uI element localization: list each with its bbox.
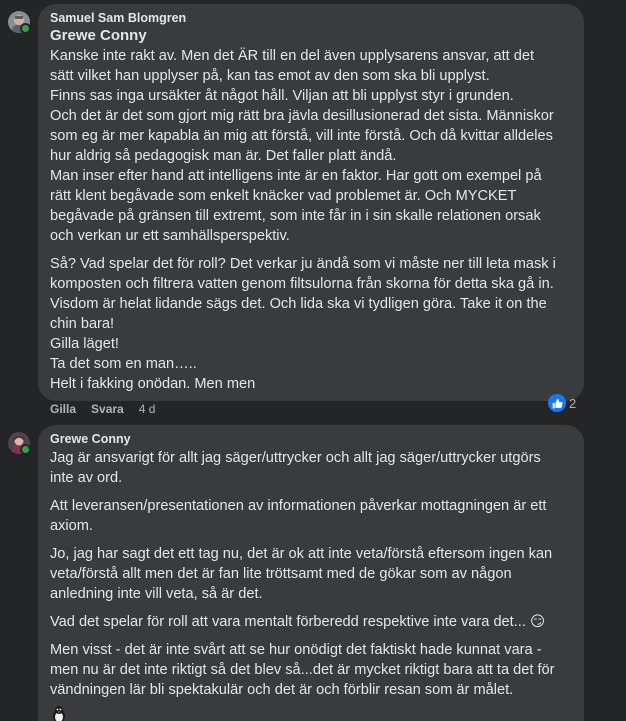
comment-bubble	[38, 425, 584, 721]
avatar[interactable]	[8, 11, 30, 33]
mentioned-user[interactable]: Grewe Conny	[50, 27, 147, 44]
thumbs-up-icon	[548, 394, 566, 412]
comment-paragraph: Jo, jag har sagt det ett tag nu, det är ok att inte veta/förstå eftersom ingen kan veta/förstå allt men det är fan lite tröttsamt med de gökar som av någon anledning inte vill veta, så är det.	[50, 546, 553, 602]
reaction-count: 2	[569, 395, 577, 411]
comment-paragraph: Vad det spelar för roll att vara mentalt förberedd respektive inte vara det... 😏	[50, 614, 546, 630]
comment-paragraph: Så? Vad spelar det för roll? Det verkar ju ändå som vi måste ner till leta mask i komposten och filtrera vatten genom filtsulorna från skorna för detta ska gå in. Visdom är helat lidande sägs det. Och lida ska vi tydligen göra. Take it on the chin bara! Gilla läget! Ta det som en man….. Helt i fakking onödan. Men men	[50, 256, 556, 392]
comment-paragraph: Kanske inte rakt av. Men det ÄR till en del även upplysarens ansvar, att det sätt vilket han upplyser på, kan tas emot av den som ska bli upplyst. Finns sas inga ursäkter åt något håll. Viljan att bli upplyst styr i grunden. Och det är det som gjort mig rätt bra jävla desillusionerad det sista. Människor som eg är mer kapabla än mig att förstå, vill inte förstå. Och då kvittar alldeles hur aldrig så pedagogisk man är. Det faller platt ändå. Man inser efter hand att intelligens inte är en faktor. Har gott om exempel på rätt klent begåvade som enkelt knäcker vad problemet är. Och MYCKET begåvade på gränsen till extremt, som inte får in i sin skalle relationen orsak och verkan ur ett samhällsperspektiv.	[50, 48, 554, 244]
comment-bubble	[38, 4, 584, 401]
like-link[interactable]: Gilla	[50, 402, 77, 416]
comment-paragraph: Jag är ansvarigt för allt jag säger/uttrycker och allt jag säger/uttrycker utgörs inte av ord.	[50, 450, 541, 486]
online-status-dot	[20, 444, 31, 455]
reaction-summary[interactable]	[548, 394, 576, 412]
comment-author[interactable]: Grewe Conny	[50, 432, 131, 446]
penguin-icon	[50, 705, 68, 721]
comment-author[interactable]: Samuel Sam Blomgren	[50, 11, 187, 25]
comment-paragraph: Att leveransen/presentationen av informationen påverkar mottagningen är ett axiom.	[50, 498, 547, 534]
online-status-dot	[20, 23, 31, 34]
comment-timestamp[interactable]: 4 d	[138, 402, 156, 416]
reply-link[interactable]: Svara	[91, 402, 124, 416]
avatar[interactable]	[8, 432, 30, 454]
comment-paragraph: Men visst - det är inte svårt att se hur onödigt det faktiskt hade kunnat vara - men nu är det inte riktigt så det blev så...det är mycket riktigt bara att ta det för vändningen lär bli spektakulär och det är och förblir resan som är målet.	[50, 642, 555, 698]
comment-actions	[50, 402, 155, 416]
